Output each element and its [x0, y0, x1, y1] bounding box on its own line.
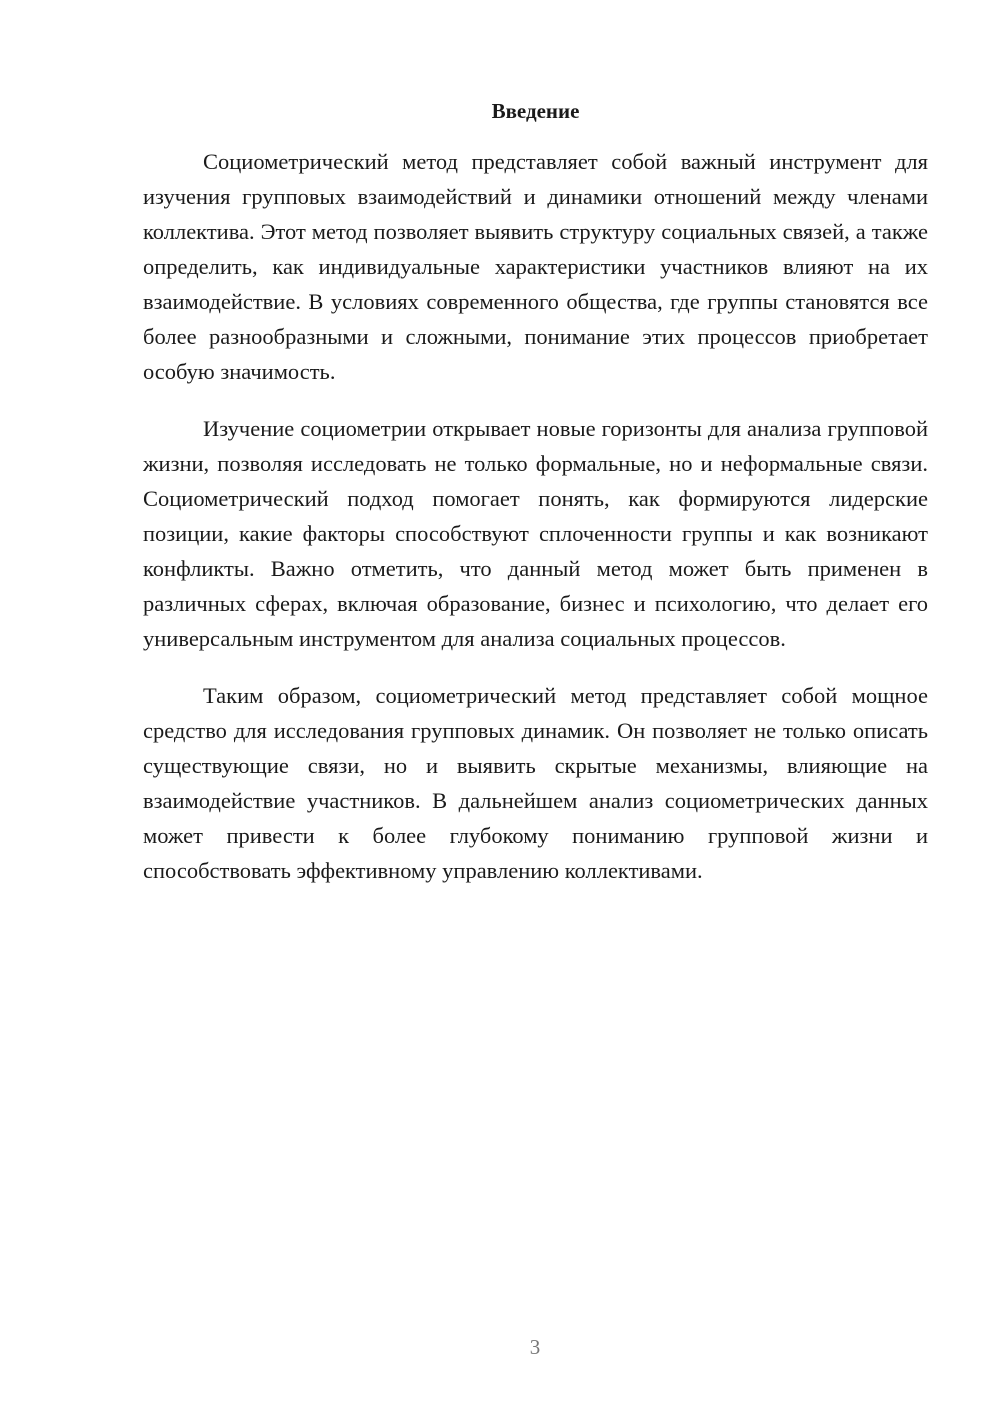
body-text	[143, 144, 928, 910]
paragraph-2: Изучение социометрии открывает новые горизонты для анализа групповой жизни, позволяя исследовать не только формальные, но и неформальные связи. Социометрический подход помогает понять, как формируются лидерские позиции, какие факторы способствуют сплоченности группы и как возникают конфликты. Важно отметить, что данный метод может быть применен в различных сферах, включая образование, бизнес и психологию, что делает его универсальным инструментом для анализа социальных процессов.	[143, 416, 928, 651]
section-title: Введение	[491, 99, 580, 123]
page-number: 3	[529, 1335, 541, 1359]
paragraph-3: Таким образом, социометрический метод представляет собой мощное средство для исследования групповых динамик. Он позволяет не только описать существующие связи, но и выявить скрытые механизмы, влияющие на взаимодействие участников. В дальнейшем анализ социометрических данных может привести к более глубокому пониманию групповой жизни и способствовать эффективному управлению коллективами.	[143, 683, 928, 883]
paragraph-1: Социометрический метод представляет собой важный инструмент для изучения групповых взаимодействий и динамики отношений между членами коллектива. Этот метод позволяет выявить структуру социальных связей, а также определить, как индивидуальные характеристики участников влияют на их взаимодействие. В условиях современного общества, где группы становятся все более разнообразными и сложными, понимание этих процессов приобретает особую значимость.	[143, 149, 928, 384]
